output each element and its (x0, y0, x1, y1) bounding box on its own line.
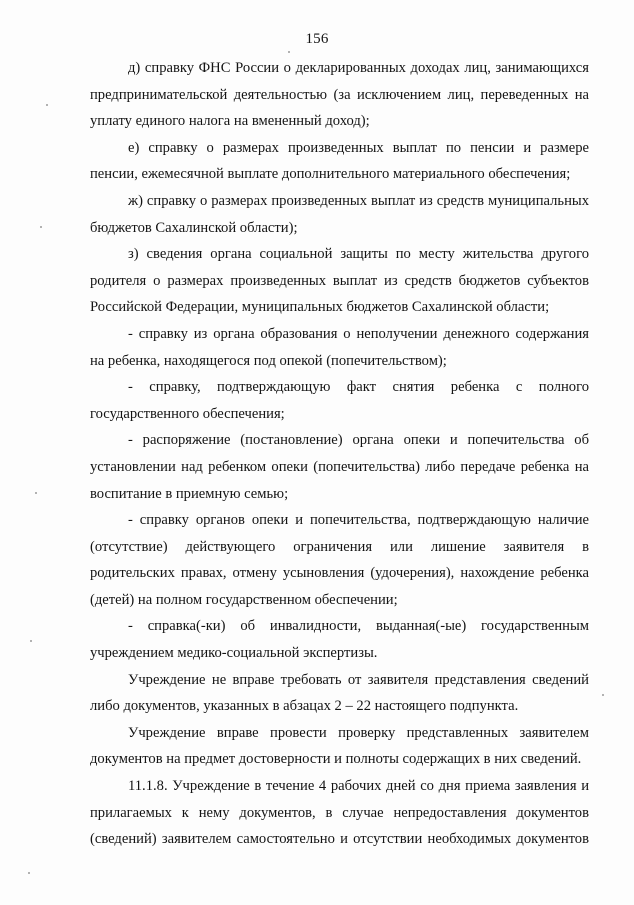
paragraph-verification-clause: Учреждение вправе провести проверку представленных заявителем документов на предмет достоверности и полноты содержащих в них сведений. (90, 724, 589, 768)
scan-speck (35, 492, 37, 494)
paragraph-guardianship-order: - распоряжение (постановление) органа опеки и попечительства об установлении над ребенком опеки (попечительства) либо передаче ребенка на воспитание в приемную семью; (90, 432, 589, 502)
paragraph-no-request-clause: Учреждение не вправе требовать от заявителя представления сведений либо документов, указанных в абзацах 2 – 22 настоящего подпункта. (90, 671, 589, 715)
paragraph-z-social-protection-info: з) сведения органа социальной защиты по месту жительства другого родителя о размерах произведенных выплат из средств бюджетов субъектов Российской Федерации, муниципальных бюджетов Сахалинской области; (90, 246, 589, 316)
document-body (90, 55, 589, 853)
paragraph-d-fns-income: д) справку ФНС России о декларированных доходах лиц, занимающихся предпринимательской деятельностью (за исключением лиц, переведенных на уплату единого налога на вмененный доход); (90, 60, 589, 130)
page-number: 156 (305, 31, 329, 47)
scan-speck (40, 226, 42, 228)
scan-speck (602, 694, 604, 696)
paragraph-e-pension-payments: е) справку о размерах произведенных выплат по пенсии и размере пенсии, ежемесячной выплате дополнительного материального обеспечения; (90, 139, 589, 183)
paragraph-parental-rights-certificate: - справку органов опеки и попечительства, подтверждающую наличие (отсутствие) действующего ограничения или лишение заявителя в родительских правах, отмену усыновления (удочерения), нахождение ребенка (детей) на полном государственном обеспечении; (90, 512, 589, 608)
scan-speck (46, 104, 48, 106)
scan-speck (28, 872, 30, 874)
paragraph-11-1-8: 11.1.8. Учреждение в течение 4 рабочих дней со дня приема заявления и прилагаемых к нему документов, в случае непредоставления документов (сведений) заявителем самостоятельно и отсутствии необходимых документов (90, 778, 589, 848)
paragraph-state-support-removal: - справку, подтверждающую факт снятия ребенка с полного государственного обеспечения; (90, 379, 589, 422)
paragraph-education-authority-certificate: - справку из органа образования о неполучении денежного содержания на ребенка, находящегося под опекой (попечительством); (90, 325, 589, 369)
paragraph-disability-certificate: - справка(-ки) об инвалидности, выданная(-ые) государственным учреждением медико-социальной экспертизы. (90, 618, 589, 662)
paragraph-zh-municipal-budget-payments: ж) справку о размерах произведенных выплат из средств муниципальных бюджетов Сахалинской области); (90, 192, 589, 236)
scan-speck (30, 640, 32, 642)
scan-speck (288, 51, 290, 53)
